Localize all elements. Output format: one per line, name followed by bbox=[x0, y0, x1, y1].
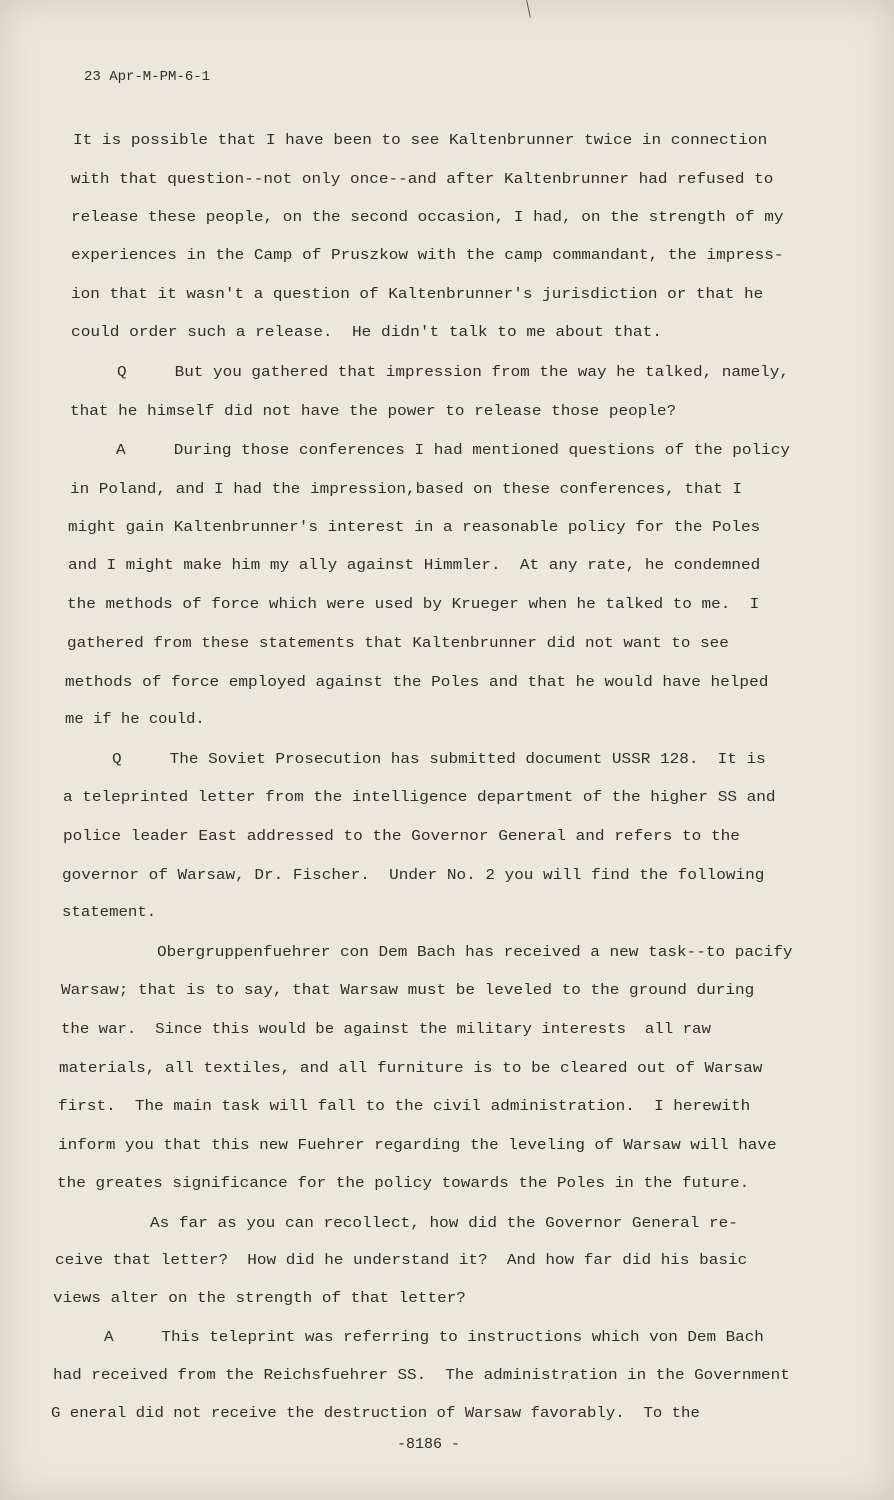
text-line: A During those conferences I had mentioned questions of the policy bbox=[116, 441, 790, 459]
text-line: statement. bbox=[62, 903, 157, 921]
text-line: Warsaw; that is to say, that Warsaw must be leveled to the ground during bbox=[61, 981, 755, 999]
text-line: G eneral did not receive the destruction of Warsaw favorably. To the bbox=[51, 1404, 700, 1422]
text-line: police leader East addressed to the Governor General and refers to the bbox=[63, 827, 740, 845]
text-line: the war. Since this would be against the military interests all raw bbox=[61, 1020, 711, 1038]
text-line: Q But you gathered that impression from the way he talked, namely, bbox=[117, 363, 789, 381]
text-line: the greates significance for the policy towards the Poles in the future. bbox=[57, 1174, 750, 1192]
text-line: release these people, on the second occasion, I had, on the strength of my bbox=[71, 208, 784, 226]
text-line: Obergruppenfuehrer con Dem Bach has received a new task--to pacify bbox=[157, 943, 793, 961]
text-line: a teleprinted letter from the intelligence department of the higher SS and bbox=[63, 788, 776, 806]
text-line: methods of force employed against the Poles and that he would have helped bbox=[65, 673, 769, 691]
page-number: -8186 - bbox=[397, 1436, 461, 1453]
text-line: the methods of force which were used by Krueger when he talked to me. I bbox=[67, 595, 760, 613]
text-line: first. The main task will fall to the civil administration. I herewith bbox=[58, 1097, 751, 1115]
text-line: ceive that letter? How did he understand it? And how far did his basic bbox=[55, 1251, 748, 1269]
text-line: gathered from these statements that Kaltenbrunner did not want to see bbox=[67, 634, 729, 652]
text-line: that he himself did not have the power to release those people? bbox=[70, 402, 677, 420]
text-line: in Poland, and I had the impression,based on these conferences, that I bbox=[70, 480, 742, 498]
text-line: ion that it wasn't a question of Kaltenbrunner's jurisdiction or that he bbox=[71, 285, 764, 303]
text-line: might gain Kaltenbrunner's interest in a reasonable policy for the Poles bbox=[68, 518, 761, 536]
text-line: inform you that this new Fuehrer regarding the leveling of Warsaw will have bbox=[58, 1136, 777, 1154]
text-line: and I might make him my ally against Himmler. At any rate, he condemned bbox=[68, 556, 761, 574]
text-line: It is possible that I have been to see Kaltenbrunner twice in connection bbox=[73, 131, 768, 149]
text-line: me if he could. bbox=[65, 710, 205, 728]
text-line: with that question--not only once--and after Kaltenbrunner had refused to bbox=[71, 170, 774, 188]
document-reference: 23 Apr-M-PM-6-1 bbox=[84, 69, 211, 85]
text-line: A This teleprint was referring to instructions which von Dem Bach bbox=[104, 1328, 764, 1346]
text-line: materials, all textiles, and all furniture is to be cleared out of Warsaw bbox=[59, 1059, 763, 1077]
text-line: had received from the Reichsfuehrer SS. The administration in the Government bbox=[53, 1366, 790, 1384]
margin-mark bbox=[526, 0, 531, 18]
text-line: views alter on the strength of that letter? bbox=[53, 1289, 466, 1307]
text-line: could order such a release. He didn't talk to me about that. bbox=[71, 323, 662, 341]
text-line: As far as you can recollect, how did the Governor General re- bbox=[150, 1214, 738, 1232]
text-line: governor of Warsaw, Dr. Fischer. Under No. 2 you will find the following bbox=[62, 866, 765, 884]
text-line: experiences in the Camp of Pruszkow with the camp commandant, the impress- bbox=[71, 246, 784, 264]
text-line: Q The Soviet Prosecution has submitted document USSR 128. It is bbox=[112, 750, 766, 768]
